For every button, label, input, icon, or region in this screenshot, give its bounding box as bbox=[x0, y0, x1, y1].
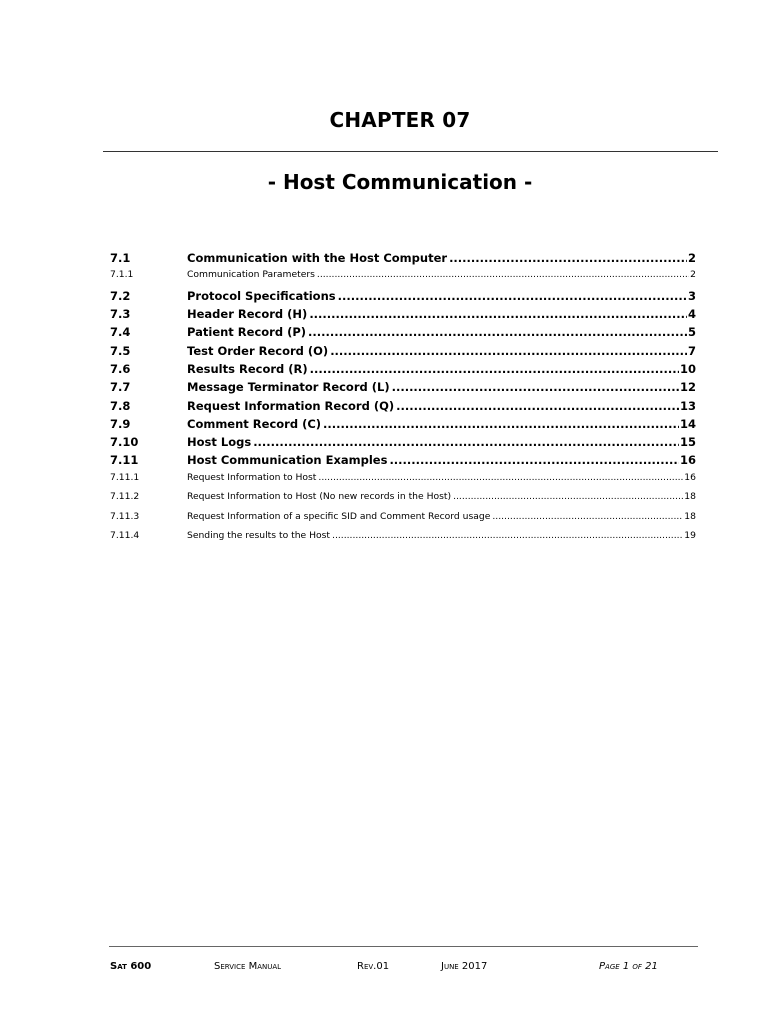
footer-document-name: Sat 600 bbox=[110, 961, 152, 972]
toc-entry-page: 5 bbox=[687, 325, 696, 340]
toc-dot-leader bbox=[392, 380, 679, 394]
toc-entry[interactable] bbox=[110, 435, 696, 453]
toc-dot-leader bbox=[309, 307, 687, 321]
toc-entry-title: Results Record (R) bbox=[187, 361, 308, 376]
toc-entry-number: 7.11.1 bbox=[110, 471, 140, 483]
toc-entry-page: 13 bbox=[679, 398, 696, 413]
toc-entry-title: Patient Record (P) bbox=[187, 325, 307, 340]
toc-dot-leader bbox=[332, 530, 683, 541]
toc-dot-leader bbox=[318, 472, 683, 483]
toc-entry-page: 14 bbox=[679, 416, 696, 431]
footer-date: June 2017 bbox=[441, 961, 488, 972]
toc-entry-title: Request Information Record (Q) bbox=[187, 398, 395, 413]
toc-entry-title: Test Order Record (O) bbox=[187, 343, 329, 358]
toc-entry-number: 7.4 bbox=[110, 325, 131, 340]
toc-entry[interactable] bbox=[110, 344, 696, 362]
toc-entry-title: Protocol Specifications bbox=[187, 288, 336, 303]
toc-entry-title: Header Record (H) bbox=[187, 307, 308, 322]
toc-entry-number: 7.11.4 bbox=[110, 530, 140, 542]
toc-entry-number: 7.3 bbox=[110, 307, 131, 322]
toc-entry-page: 2 bbox=[690, 269, 696, 281]
toc-entry-page: 18 bbox=[684, 491, 696, 503]
toc-entry[interactable] bbox=[110, 511, 696, 531]
toc-entry[interactable] bbox=[110, 399, 696, 417]
chapter-title: CHAPTER 07 bbox=[329, 108, 471, 132]
chapter-subtitle: - Host Communication - bbox=[267, 170, 533, 194]
toc-dot-leader bbox=[389, 453, 679, 467]
toc-dot-leader bbox=[396, 399, 679, 413]
toc-entry-title: Comment Record (C) bbox=[187, 416, 322, 431]
toc-entry-page: 3 bbox=[687, 288, 696, 303]
toc-entry-page: 10 bbox=[679, 361, 696, 376]
toc-dot-leader bbox=[453, 491, 683, 502]
toc-entry[interactable] bbox=[110, 380, 696, 398]
toc-entry[interactable] bbox=[110, 362, 696, 380]
toc-entry[interactable] bbox=[110, 307, 696, 325]
toc-entry[interactable] bbox=[110, 251, 696, 269]
footer-page-number: Page 1 of 21 bbox=[599, 961, 658, 972]
toc-entry-title: Message Terminator Record (L) bbox=[187, 380, 390, 395]
toc-entry-number: 7.2 bbox=[110, 288, 131, 303]
toc-entry-number: 7.11.2 bbox=[110, 491, 140, 503]
toc-entry-title: Request Information to Host bbox=[187, 471, 317, 483]
toc-entry-page: 18 bbox=[684, 510, 696, 522]
toc-entry-page: 15 bbox=[679, 435, 696, 450]
toc-entry-number: 7.7 bbox=[110, 380, 131, 395]
footer-divider bbox=[109, 946, 698, 947]
toc-dot-leader bbox=[310, 362, 679, 376]
toc-entry-number: 7.8 bbox=[110, 398, 131, 413]
toc-dot-leader bbox=[492, 511, 683, 522]
toc-entry-title: Host Communication Examples bbox=[187, 453, 388, 468]
toc-entry-page: 16 bbox=[679, 453, 696, 468]
toc-entry-number: 7.11.3 bbox=[110, 510, 140, 522]
toc-entry-number: 7.9 bbox=[110, 416, 131, 431]
toc-entry-page: 4 bbox=[687, 307, 696, 322]
toc-entry-title: Sending the results to the Host bbox=[187, 530, 331, 542]
toc-entry-page: 19 bbox=[684, 530, 696, 542]
toc-dot-leader bbox=[308, 325, 687, 339]
toc-entry-title: Communication with the Host Computer bbox=[187, 251, 448, 265]
toc-dot-leader bbox=[323, 417, 679, 431]
footer-revision: Rev.01 bbox=[357, 961, 390, 972]
toc-entry[interactable] bbox=[110, 472, 696, 492]
toc-entry-page: 16 bbox=[684, 471, 696, 483]
toc-entry-title: Request Information to Host (No new records in the Host) bbox=[187, 491, 452, 503]
toc-entry-number: 7.10 bbox=[110, 435, 139, 450]
toc-dot-leader bbox=[449, 251, 687, 265]
toc-entry-number: 7.11 bbox=[110, 453, 139, 468]
toc-dot-leader bbox=[317, 269, 689, 280]
toc-dot-leader bbox=[330, 344, 687, 358]
toc-entry-number: 7.6 bbox=[110, 361, 131, 376]
toc-entry-page: 12 bbox=[679, 380, 696, 395]
toc-entry[interactable] bbox=[110, 453, 696, 471]
toc-entry[interactable] bbox=[110, 491, 696, 511]
toc-entry[interactable] bbox=[110, 269, 696, 289]
toc-entry[interactable] bbox=[110, 417, 696, 435]
table-of-contents bbox=[110, 251, 696, 550]
toc-entry[interactable] bbox=[110, 289, 696, 307]
title-divider bbox=[103, 151, 718, 152]
toc-entry[interactable] bbox=[110, 530, 696, 550]
toc-entry-title: Request Information of a specific SID and Comment Record usage bbox=[187, 510, 491, 522]
toc-entry-page: 7 bbox=[687, 343, 696, 358]
toc-dot-leader bbox=[338, 289, 687, 303]
toc-entry[interactable] bbox=[110, 325, 696, 343]
toc-entry-title: Communication Parameters bbox=[187, 269, 315, 281]
toc-entry-page: 2 bbox=[687, 251, 696, 265]
footer-manual-type: Service Manual bbox=[214, 961, 282, 972]
toc-entry-number: 7.5 bbox=[110, 343, 131, 358]
toc-entry-number: 7.1 bbox=[110, 251, 131, 265]
toc-entry-title: Host Logs bbox=[187, 435, 252, 450]
toc-dot-leader bbox=[253, 435, 679, 449]
toc-entry-number: 7.1.1 bbox=[110, 269, 134, 281]
